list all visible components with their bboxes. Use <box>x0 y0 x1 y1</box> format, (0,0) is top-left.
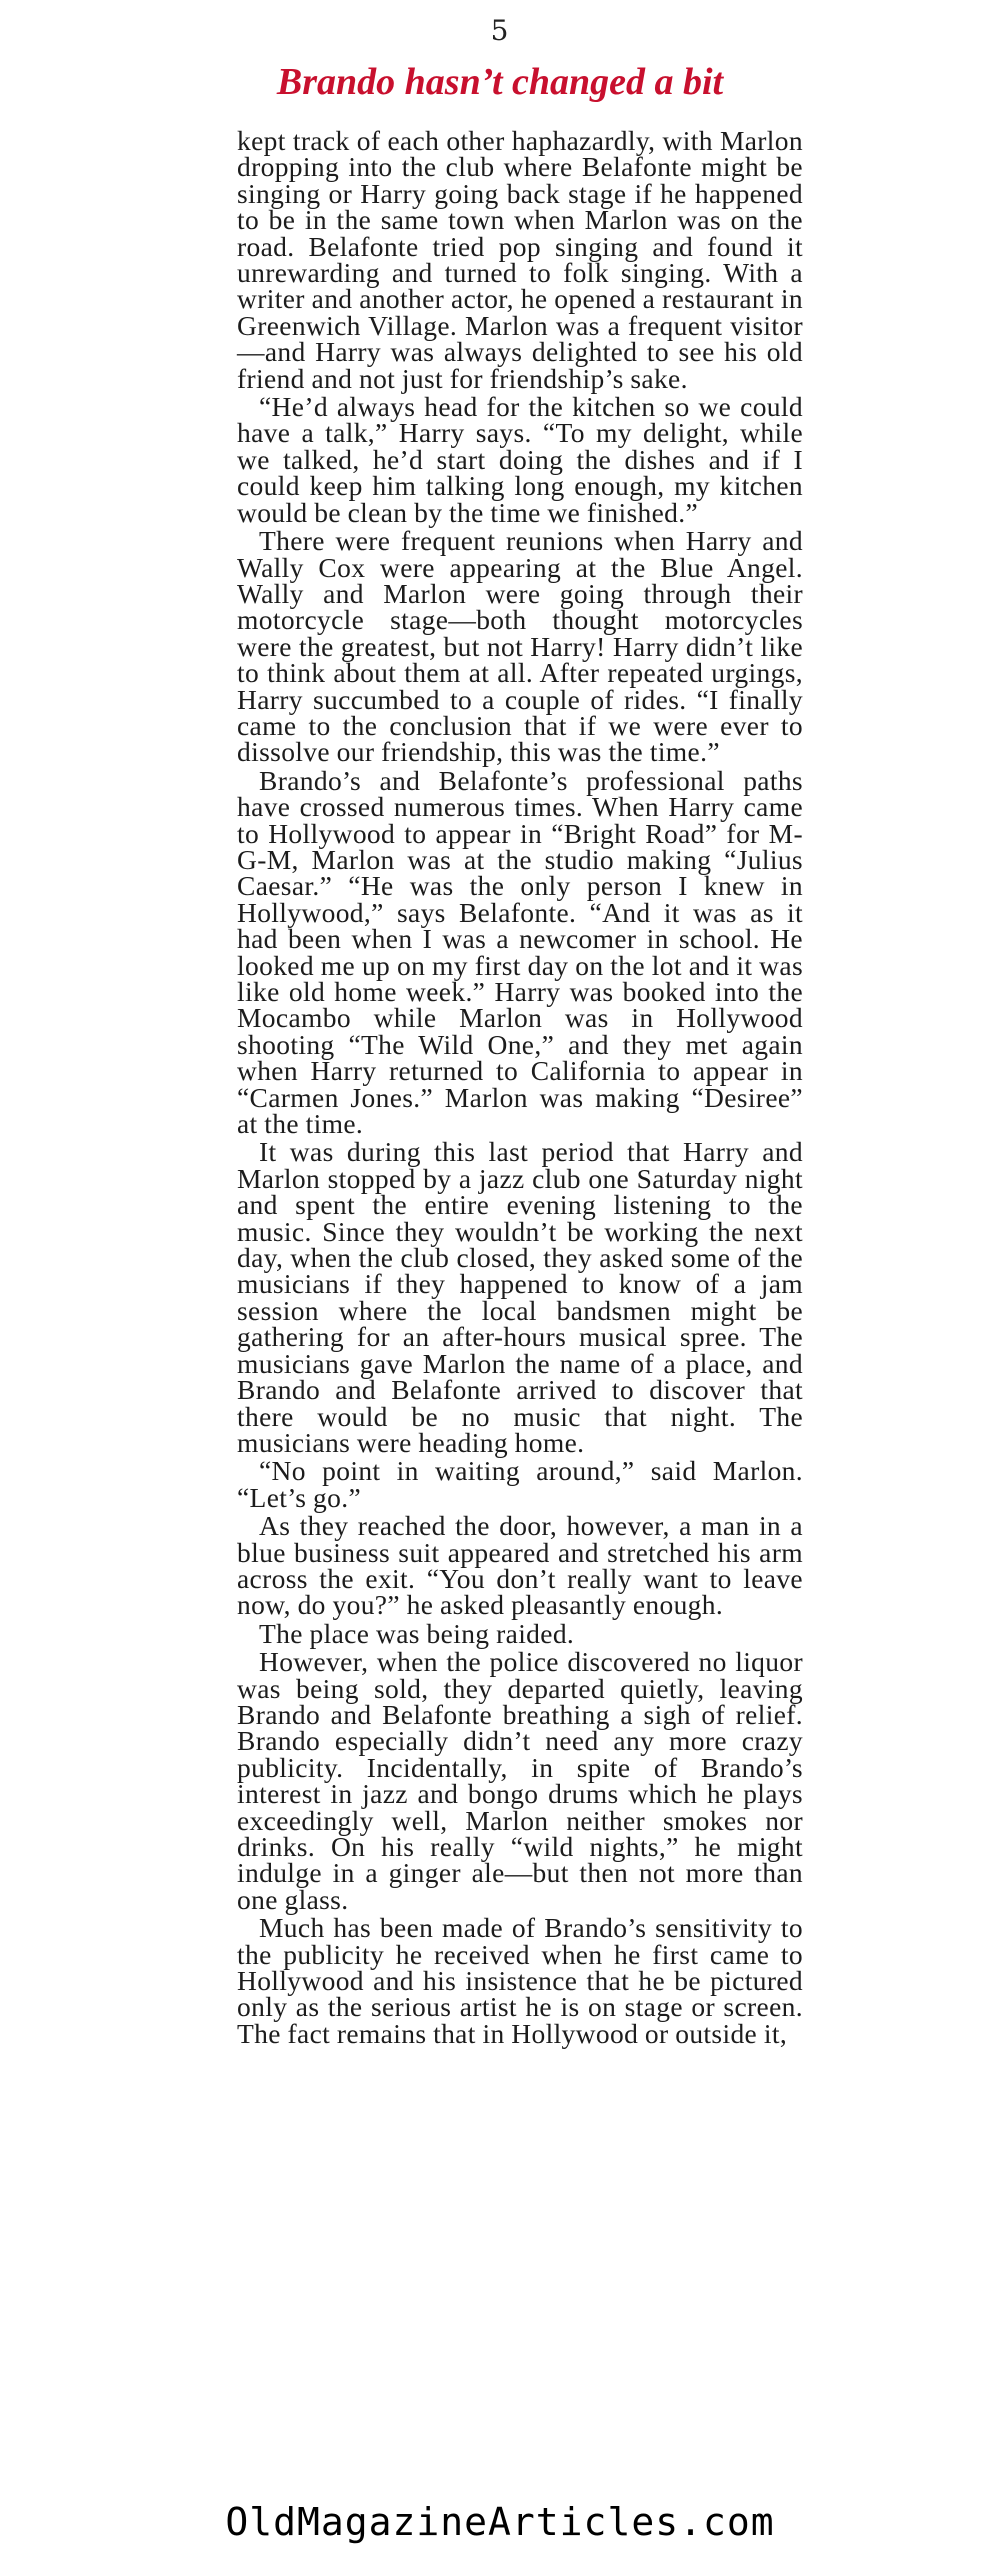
article-paragraph-9: However, when the police discovered no liquor was being sold, they departed quietly, leaving Brando and Belafonte breathing a sigh of relief. Brando especially didn’t need any more crazy publicity. Incidentally, in spite of Brando’s interest in jazz and bongo drums which he plays exceedingly well, Marlon neither smokes nor drinks. On his really “wild nights,” he might indulge in a ginger ale—but then not more than one glass. <box>237 1646 803 1915</box>
article-paragraph-7: As they reached the door, however, a man in a blue business suit appeared and stretched his arm across the exit. “You don’t really want to leave now, do you?” he asked pleasantly enough. <box>237 1510 803 1621</box>
article-body <box>237 125 803 2049</box>
article-paragraph-3: There were frequent reunions when Harry and Wally Cox were appearing at the Blue Angel. Wally and Marlon were going through their motorcycle stage—both thought motorcycles were the greatest, but not Harry! Harry didn’t like to think about them at all. After repeated urgings, Harry succumbed to a couple of rides. “I finally came to the conclusion that if we were ever to dissolve our friendship, this was the time.” <box>237 525 803 768</box>
article-paragraph-1: kept track of each other haphazardly, with Marlon dropping into the club where Belafonte might be singing or Harry going back stage if he happened to be in the same town when Marlon was on the road. Belafonte tried pop singing and found it unrewarding and turned to folk singing. With a writer and another actor, he opened a restaurant in Greenwich Village. Marlon was a frequent visitor—and Harry was always delighted to see his old friend and not just for friendship’s sake. <box>237 125 803 394</box>
article-paragraph-4: Brando’s and Belafonte’s professional paths have crossed numerous times. When Harry came to Hollywood to appear in “Bright Road” for M-G-M, Marlon was at the studio making “Julius Caesar.” “He was the only person I knew in Hollywood,” says Belafonte. “And it was as it had been when I was a newcomer in school. He looked me up on my first day on the lot and it was like old home week.” Harry was booked into the Mocambo while Marlon was in Hollywood shooting “The Wild One,” and they met again when Harry returned to California to appear in “Carmen Jones.” Marlon was making “Desiree” at the time. <box>237 764 803 1140</box>
page-number: 5 <box>490 14 510 47</box>
article-paragraph-6: “No point in waiting around,” said Marlon. “Let’s go.” <box>237 1455 803 1513</box>
article-paragraph-5: It was during this last period that Harry and Marlon stopped by a jazz club one Saturday night and spent the entire evening listening to the music. Since they wouldn’t be working the next day, when the club closed, they asked some of the musicians if they happened to know of a jam session where the local bandsmen might be gathering for an after-hours musical spree. The musicians gave Marlon the name of a place, and Brando and Belafonte arrived to discover that there would be no music that night. The musicians were heading home. <box>237 1136 803 1458</box>
article-paragraph-2: “He’d always head for the kitchen so we could have a talk,” Harry says. “To my delight, while we talked, he’d start doing the dishes and if I could keep him talking long enough, my kitchen would be clean by the time we finished.” <box>237 391 803 528</box>
source-watermark: OldMagazineArticles.com <box>225 2500 775 2544</box>
article-paragraph-10: Much has been made of Brando’s sensitivity to the publicity he received when he first came to Hollywood and his insistence that he be pictured only as the serious artist he is on stage or screen. The fact remains that in Hollywood or outside it, <box>237 1912 803 2049</box>
headline: Brando hasn’t changed a bit <box>276 61 724 103</box>
article-paragraph-8: The place was being raided. <box>259 1617 575 1649</box>
